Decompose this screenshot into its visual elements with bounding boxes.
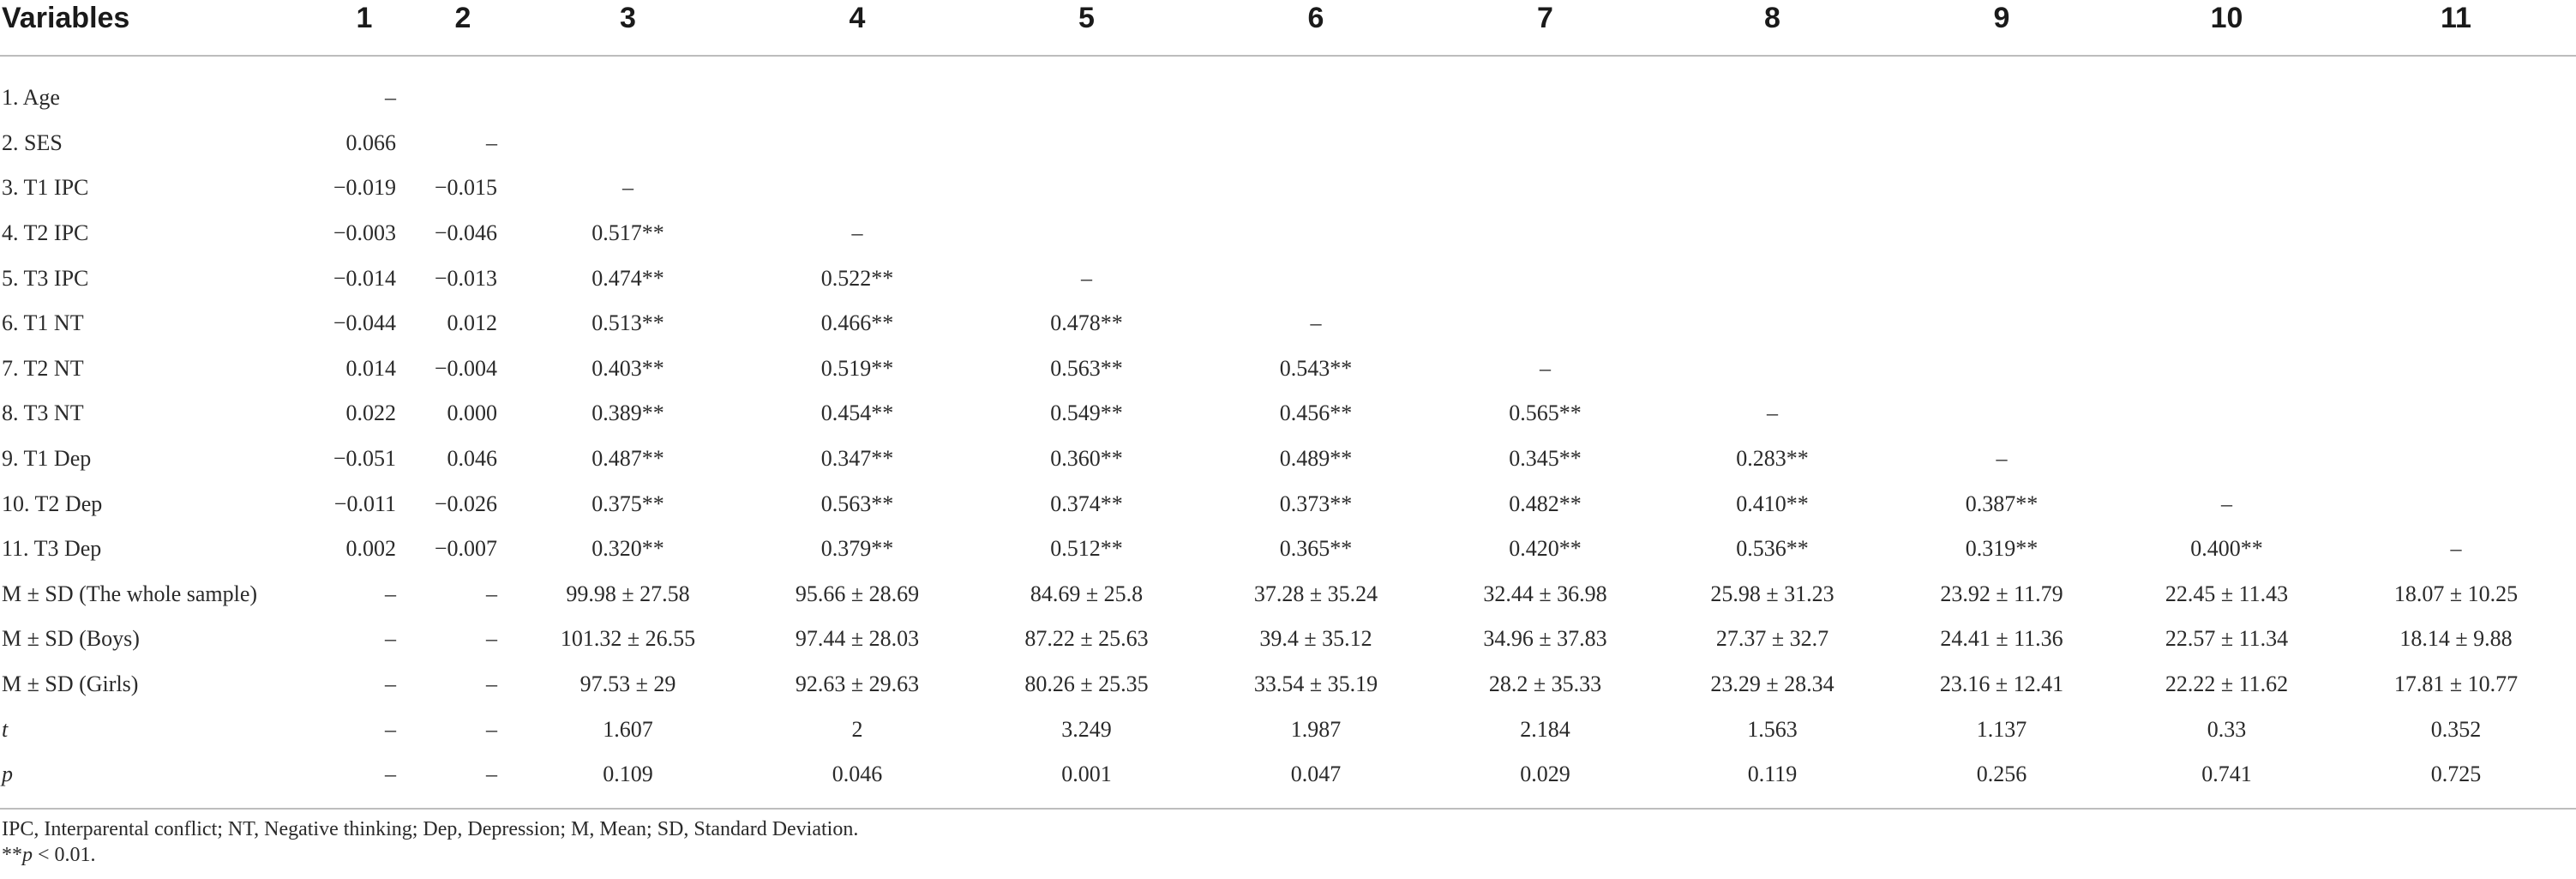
table-cell-col-3: 1.607	[603, 716, 653, 742]
table-row	[0, 211, 2576, 256]
table-cell-col-10	[2117, 436, 2336, 482]
row-label: p	[2, 762, 13, 787]
table-cell-col-11	[2336, 166, 2576, 211]
table-cell-col-4: 97.44 ± 28.03	[795, 626, 920, 652]
table-cell-col-11: 0.352	[2430, 716, 2482, 742]
table-cell-col-3: 101.32 ± 26.55	[560, 626, 696, 652]
table-cell-col-7: 2.184	[1520, 716, 1570, 742]
table-cell-col-4: 0.522**	[820, 265, 894, 291]
footnote-significance-stars: **	[2, 844, 22, 866]
row-label: 5. T3 IPC	[2, 265, 89, 291]
table-cell-col-6: 0.373**	[1279, 491, 1353, 516]
header-col-2: 2	[454, 2, 471, 34]
table-cell-col-9: –	[1996, 446, 2008, 472]
table-row	[0, 56, 2576, 121]
footnote-significance	[2, 844, 96, 867]
table-cell-col-2: –	[486, 129, 497, 155]
table-row	[0, 617, 2576, 662]
table-cell-col-3	[514, 121, 742, 166]
table-cell-col-3	[514, 56, 742, 121]
table-cell-col-3: 0.320**	[591, 536, 664, 562]
table-cell-col-1: –	[385, 716, 396, 742]
table-cell-col-11	[2336, 436, 2576, 482]
table-cell-col-6: 0.456**	[1279, 400, 1353, 426]
table-body	[0, 56, 2576, 809]
table-row	[0, 121, 2576, 166]
row-label: M ± SD (The whole sample)	[2, 581, 258, 606]
table-cell-col-6: 33.54 ± 35.19	[1253, 671, 1378, 697]
table-cell-col-7	[1432, 121, 1659, 166]
table-cell-col-3: 0.474**	[591, 265, 664, 291]
table-cell-col-8	[1659, 346, 1886, 392]
row-label: M ± SD (Girls)	[2, 671, 139, 697]
table-cell-col-4	[742, 121, 973, 166]
table-cell-col-2	[411, 56, 514, 121]
table-cell-col-7	[1432, 301, 1659, 346]
table-cell-col-7	[1432, 56, 1659, 121]
table-cell-col-5: 87.22 ± 25.63	[1024, 626, 1149, 652]
table-cell-col-5: –	[1081, 265, 1092, 291]
table-cell-col-6	[1200, 211, 1432, 256]
header-col-1: 1	[356, 2, 373, 34]
table-cell-col-5: 0.512**	[1050, 536, 1123, 562]
table-cell-col-10: 0.400**	[2190, 536, 2263, 562]
table-cell-col-4	[742, 166, 973, 211]
table-cell-col-5: 84.69 ± 25.8	[1030, 581, 1144, 606]
table-cell-col-5: 0.001	[1061, 762, 1112, 787]
table-cell-col-11	[2336, 256, 2576, 301]
table-cell-col-9	[1886, 56, 2117, 121]
table-cell-col-1: −0.019	[333, 175, 396, 201]
table-cell-col-11	[2336, 301, 2576, 346]
table-cell-col-8: 1.563	[1747, 716, 1798, 742]
table-cell-col-3: 0.403**	[591, 355, 664, 381]
table-cell-col-2: –	[486, 762, 497, 787]
table-cell-col-7	[1432, 211, 1659, 256]
table-cell-col-6: 37.28 ± 35.24	[1253, 581, 1378, 606]
table-cell-col-11	[2336, 391, 2576, 436]
table-cell-col-10: 0.33	[2207, 716, 2247, 742]
table-cell-col-8: 0.536**	[1736, 536, 1809, 562]
table-row	[0, 707, 2576, 752]
row-label: 11. T3 Dep	[2, 536, 102, 562]
table-cell-col-6	[1200, 121, 1432, 166]
table-cell-col-2: −0.015	[434, 175, 497, 201]
table-cell-col-2: −0.046	[434, 220, 497, 246]
table-cell-col-7: 0.420**	[1509, 536, 1582, 562]
header-col-6: 6	[1307, 2, 1324, 34]
table-cell-col-6	[1200, 56, 1432, 121]
table-row	[0, 436, 2576, 482]
table-cell-col-8: 0.119	[1747, 762, 1798, 787]
table-cell-col-4: 0.563**	[820, 491, 894, 516]
table-cell-col-7: 34.96 ± 37.83	[1483, 626, 1607, 652]
table-cell-col-5: 0.360**	[1050, 446, 1123, 472]
table-cell-col-7: 32.44 ± 36.98	[1483, 581, 1607, 606]
row-label: 8. T3 NT	[2, 400, 84, 426]
table-cell-col-5: 0.374**	[1050, 491, 1123, 516]
table-row	[0, 346, 2576, 392]
table-cell-col-8	[1659, 121, 1886, 166]
table-cell-col-9	[1886, 256, 2117, 301]
table-row	[0, 391, 2576, 436]
table-cell-col-7: 0.029	[1520, 762, 1570, 787]
header-col-9: 9	[1993, 2, 2010, 34]
table-cell-col-9	[1886, 301, 2117, 346]
row-label: t	[2, 716, 9, 742]
table-cell-col-5	[973, 56, 1200, 121]
table-row	[0, 481, 2576, 527]
table-cell-col-8: 0.283**	[1736, 446, 1809, 472]
table-cell-col-3: –	[622, 175, 633, 201]
table-cell-col-1: 0.022	[345, 400, 396, 426]
table-cell-col-5: 3.249	[1061, 716, 1112, 742]
row-label: 7. T2 NT	[2, 355, 84, 381]
table-cell-col-6	[1200, 166, 1432, 211]
table-cell-col-5	[973, 211, 1200, 256]
table-cell-col-1: −0.051	[333, 446, 396, 472]
table-cell-col-1: −0.044	[333, 310, 396, 336]
table-cell-col-9: 23.92 ± 11.79	[1940, 581, 2063, 606]
table-cell-col-1: –	[385, 762, 396, 787]
table-cell-col-7	[1432, 256, 1659, 301]
table-cell-col-9: 1.137	[1976, 716, 2027, 742]
table-row	[0, 166, 2576, 211]
row-label: 4. T2 IPC	[2, 220, 89, 246]
table-row	[0, 662, 2576, 707]
table-cell-col-8: 23.29 ± 28.34	[1710, 671, 1834, 697]
table-cell-col-1: 0.066	[345, 129, 396, 155]
table-row	[0, 527, 2576, 572]
table-cell-col-3: 97.53 ± 29	[579, 671, 676, 697]
table-cell-col-3: 0.487**	[591, 446, 664, 472]
table-cell-col-6: 39.4 ± 35.12	[1259, 626, 1372, 652]
table-cell-col-2: –	[486, 581, 497, 606]
row-label: 9. T1 Dep	[2, 446, 92, 472]
table-cell-col-2: −0.013	[434, 265, 497, 291]
table-cell-col-2: −0.004	[434, 355, 497, 381]
table-cell-col-9	[1886, 346, 2117, 392]
table-cell-col-10: 22.57 ± 11.34	[2165, 626, 2289, 652]
header-col-5: 5	[1078, 2, 1095, 34]
table-cell-col-4: 2	[851, 716, 863, 742]
table-cell-col-11	[2336, 346, 2576, 392]
table-cell-col-11	[2336, 121, 2576, 166]
table-cell-col-11: 0.725	[2430, 762, 2482, 787]
table-cell-col-1: −0.011	[333, 491, 396, 516]
table-cell-col-9	[1886, 211, 2117, 256]
row-label: 3. T1 IPC	[2, 175, 89, 201]
table-cell-col-5	[973, 166, 1200, 211]
table-row	[0, 301, 2576, 346]
table-cell-col-2: –	[486, 626, 497, 652]
table-cell-col-11	[2336, 211, 2576, 256]
row-label: 2. SES	[2, 129, 63, 155]
table-cell-col-4: –	[851, 220, 863, 246]
table-cell-col-7: 0.482**	[1509, 491, 1582, 516]
table-cell-col-2: 0.046	[447, 446, 497, 472]
table-cell-col-4: 0.347**	[820, 446, 894, 472]
table-cell-col-9	[1886, 166, 2117, 211]
table-cell-col-9	[1886, 121, 2117, 166]
table-cell-col-10	[2117, 56, 2336, 121]
table-cell-col-10	[2117, 391, 2336, 436]
table-cell-col-9: 24.41 ± 11.36	[1940, 626, 2063, 652]
header-col-11: 11	[2441, 2, 2471, 34]
table-row	[0, 256, 2576, 301]
table-cell-col-7: –	[1540, 355, 1551, 381]
row-label: M ± SD (Boys)	[2, 626, 140, 652]
table-cell-col-2: −0.026	[434, 491, 497, 516]
table-cell-col-8	[1659, 301, 1886, 346]
table-cell-col-8: 25.98 ± 31.23	[1710, 581, 1834, 606]
table-cell-col-9	[1886, 391, 2117, 436]
table-cell-col-4: 0.519**	[820, 355, 894, 381]
table-cell-col-11: 18.07 ± 10.25	[2393, 581, 2519, 606]
row-label: 6. T1 NT	[2, 310, 84, 336]
table-cell-col-1: –	[385, 581, 396, 606]
header-col-4: 4	[849, 2, 866, 34]
table-cell-col-8: 27.37 ± 32.7	[1715, 626, 1829, 652]
table-cell-col-8: –	[1767, 400, 1778, 426]
table-cell-col-8	[1659, 56, 1886, 121]
table-cell-col-9: 23.16 ± 12.41	[1939, 671, 2064, 697]
table-cell-col-11: 18.14 ± 9.88	[2399, 626, 2513, 652]
table-cell-col-9: 0.256	[1976, 762, 2027, 787]
header-col-3: 3	[620, 2, 636, 34]
table-cell-col-1: –	[385, 626, 396, 652]
table-cell-col-3: 0.109	[603, 762, 653, 787]
table-cell-col-4: 0.454**	[820, 400, 894, 426]
table-cell-col-5: 80.26 ± 25.35	[1024, 671, 1149, 697]
table-cell-col-3: 0.513**	[591, 310, 664, 336]
table-cell-col-6: 1.987	[1290, 716, 1342, 742]
table-cell-col-8	[1659, 211, 1886, 256]
table-cell-col-6: –	[1310, 310, 1322, 336]
table-cell-col-11: 17.81 ± 10.77	[2393, 671, 2519, 697]
table-cell-col-10	[2117, 256, 2336, 301]
table-cell-col-4: 92.63 ± 29.63	[795, 671, 920, 697]
table-cell-col-10	[2117, 121, 2336, 166]
table-cell-col-10: –	[2221, 491, 2232, 516]
table-cell-col-5: 0.549**	[1050, 400, 1123, 426]
table-cell-col-10	[2117, 211, 2336, 256]
table-cell-col-1: 0.002	[345, 536, 396, 562]
table-cell-col-10: 22.22 ± 11.62	[2165, 671, 2289, 697]
table-cell-col-2: –	[486, 716, 497, 742]
header-col-7: 7	[1537, 2, 1553, 34]
table-cell-col-10	[2117, 346, 2336, 392]
table-cell-col-7: 28.2 ± 35.33	[1488, 671, 1602, 697]
table-cell-col-4: 0.046	[832, 762, 883, 787]
header-col-8: 8	[1764, 2, 1780, 34]
table-cell-col-1: 0.014	[345, 355, 396, 381]
table-cell-col-4: 0.379**	[820, 536, 894, 562]
table-cell-col-2: 0.012	[447, 310, 497, 336]
table-row	[0, 572, 2576, 617]
table-cell-col-10: 22.45 ± 11.43	[2165, 581, 2289, 606]
table-cell-col-2: –	[486, 671, 497, 697]
table-cell-col-9: 0.387**	[1965, 491, 2039, 516]
table-cell-col-6: 0.365**	[1279, 536, 1353, 562]
table-cell-col-8	[1659, 166, 1886, 211]
table-cell-col-1: –	[385, 671, 396, 697]
row-label: 1. Age	[2, 85, 60, 111]
table-cell-col-1: −0.003	[333, 220, 396, 246]
table-cell-col-2: 0.000	[447, 400, 497, 426]
table-cell-col-4: 95.66 ± 28.69	[795, 581, 920, 606]
table-cell-col-2: −0.007	[434, 536, 497, 562]
table-cell-col-6: 0.047	[1290, 762, 1342, 787]
table-cell-col-3: 0.389**	[591, 400, 664, 426]
table-cell-col-3: 0.517**	[591, 220, 664, 246]
table-cell-col-10	[2117, 301, 2336, 346]
table-cell-col-11: –	[2450, 536, 2462, 562]
table-cell-col-3: 0.375**	[591, 491, 664, 516]
row-label: 10. T2 Dep	[2, 491, 103, 516]
footnote-significance-text: < 0.01.	[33, 844, 96, 866]
table-cell-col-8: 0.410**	[1736, 491, 1809, 516]
table-row	[0, 752, 2576, 809]
table-cell-col-5: 0.478**	[1050, 310, 1123, 336]
table-cell-col-8	[1659, 256, 1886, 301]
table-cell-col-5	[973, 121, 1200, 166]
table-cell-col-1: –	[385, 85, 396, 111]
table-cell-col-10	[2117, 166, 2336, 211]
footnote-abbreviations: IPC, Interparental conflict; NT, Negative thinking; Dep, Depression; M, Mean; SD, Standard Deviation.	[2, 818, 859, 840]
footnote-significance-p: p	[22, 844, 33, 866]
table-cell-col-10: 0.741	[2201, 762, 2252, 787]
header-variables: Variables	[2, 2, 130, 34]
table-cell-col-11	[2336, 56, 2576, 121]
table-cell-col-6	[1200, 256, 1432, 301]
table-header-row	[0, 0, 2576, 56]
table-cell-col-4	[742, 56, 973, 121]
table-cell-col-6: 0.543**	[1279, 355, 1353, 381]
table-cell-col-6: 0.489**	[1279, 446, 1353, 472]
table-cell-col-7	[1432, 166, 1659, 211]
table-cell-col-5: 0.563**	[1050, 355, 1123, 381]
table-cell-col-9: 0.319**	[1965, 536, 2039, 562]
table-cell-col-3: 99.98 ± 27.58	[566, 581, 690, 606]
table-cell-col-1: −0.014	[333, 265, 396, 291]
table-cell-col-4: 0.466**	[820, 310, 894, 336]
table-cell-col-11	[2336, 481, 2576, 527]
header-col-10: 10	[2210, 2, 2243, 34]
table-cell-col-7: 0.345**	[1509, 446, 1582, 472]
table-cell-col-7: 0.565**	[1509, 400, 1582, 426]
